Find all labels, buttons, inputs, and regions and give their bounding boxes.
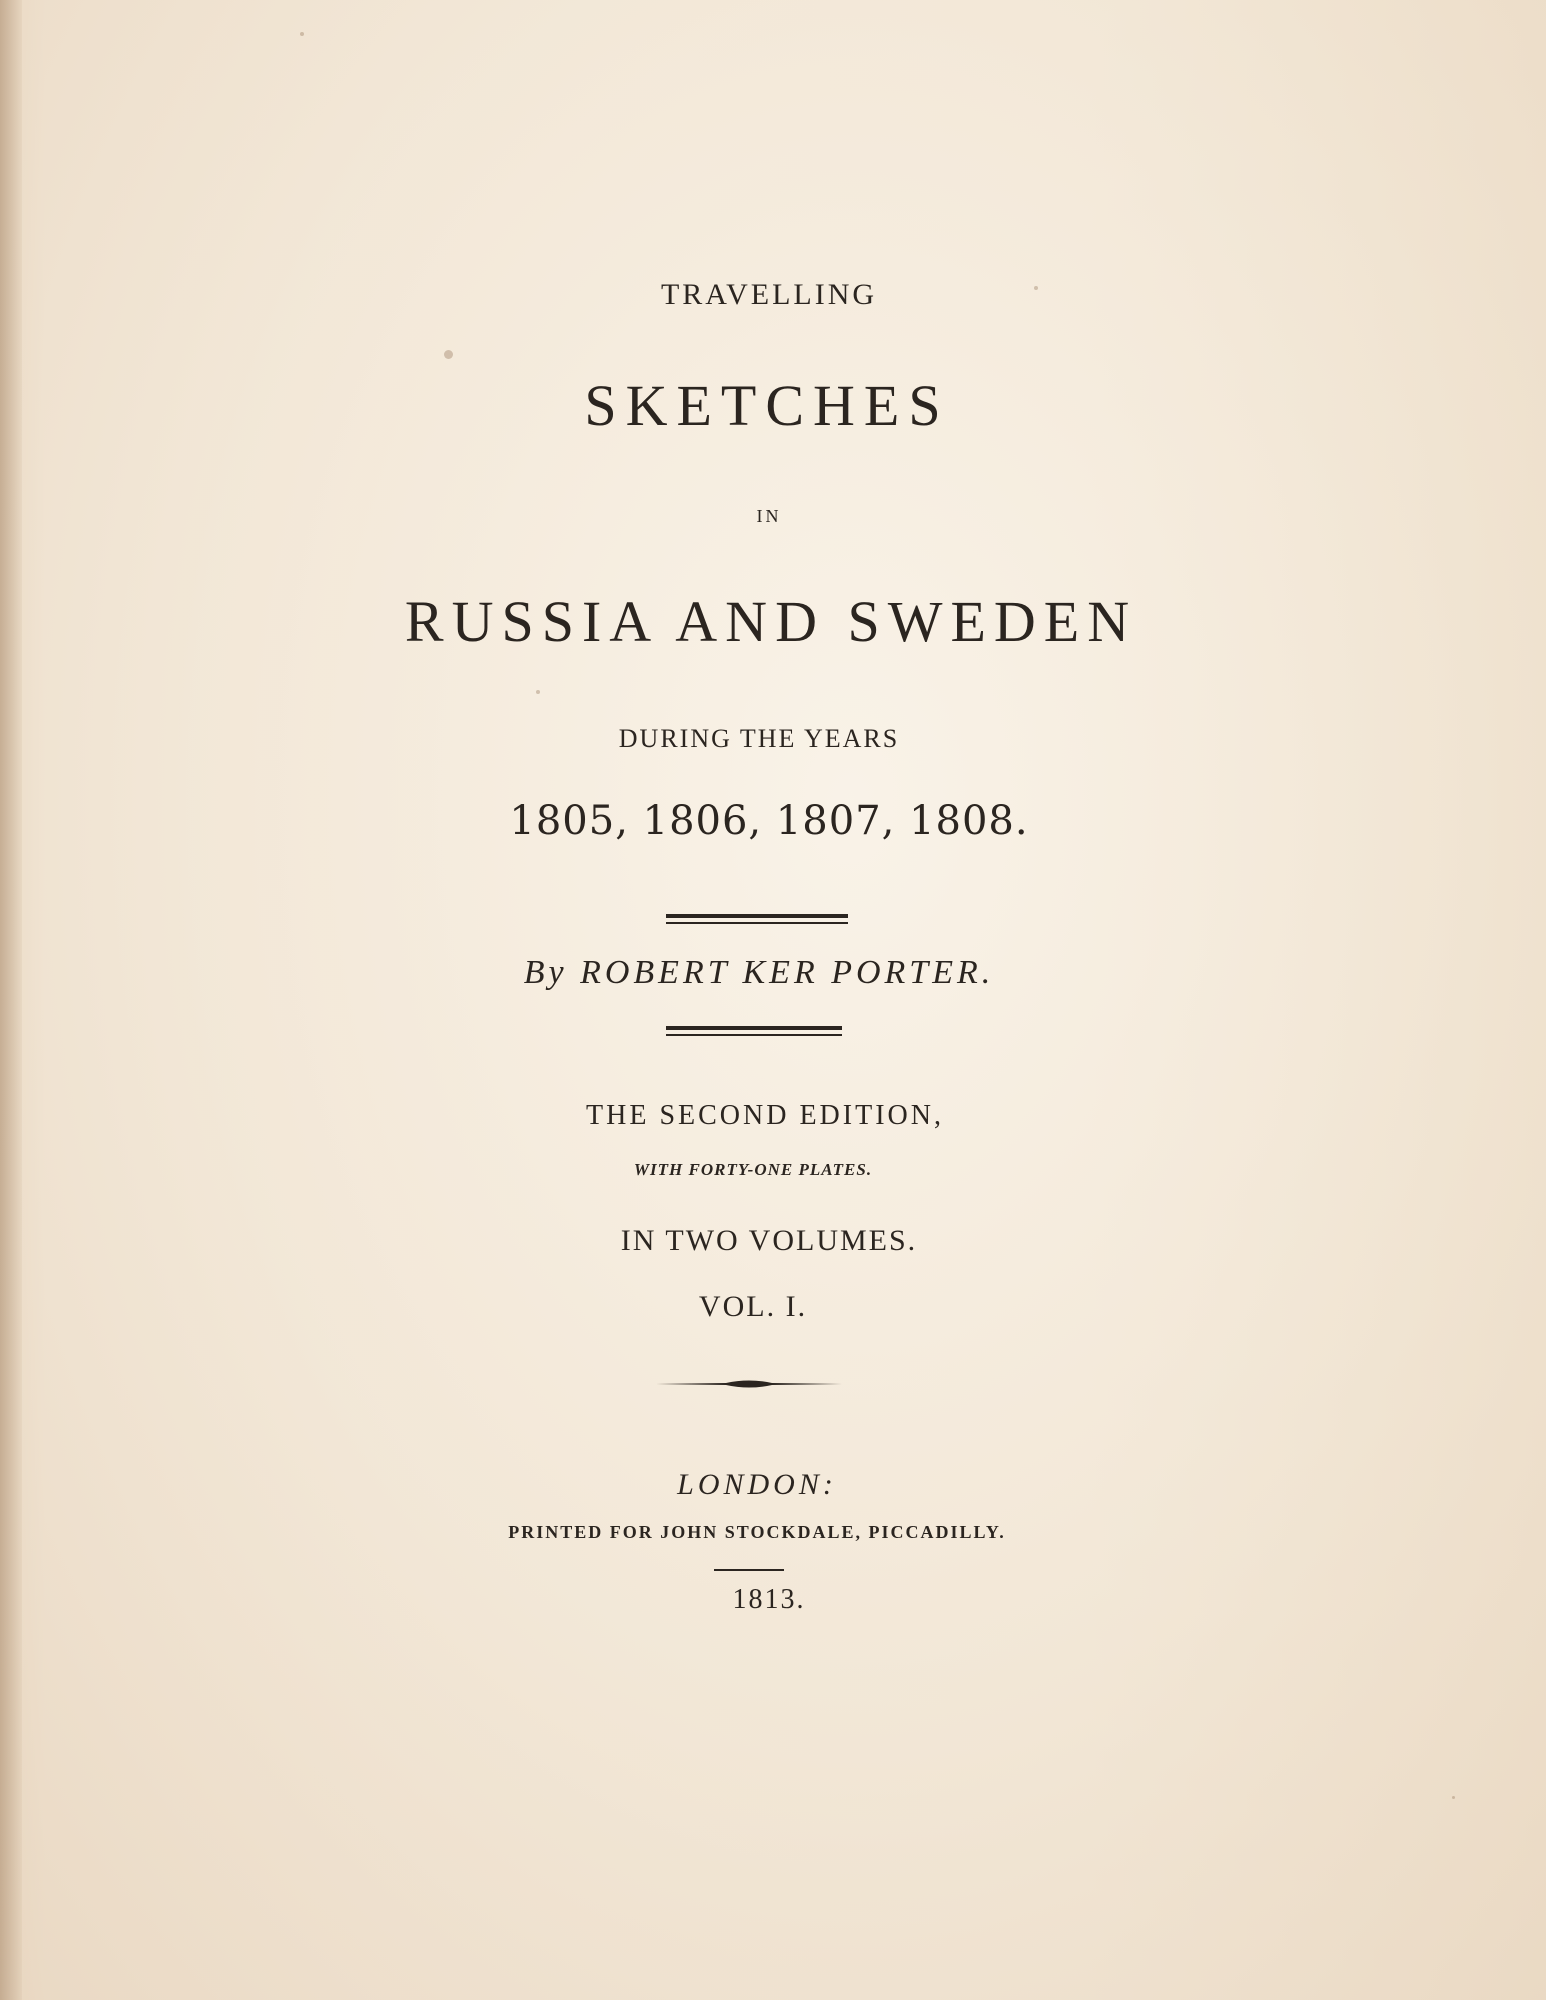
volume-number: VOL. I.: [698, 1290, 808, 1323]
imprint-place: LONDON:: [677, 1468, 837, 1501]
short-rule: [714, 1569, 784, 1571]
double-rule-top: [666, 914, 848, 924]
title-line-russia-sweden: RUSSIA AND SWEDEN: [404, 589, 1138, 654]
volumes-line: IN TWO VOLUMES.: [620, 1224, 918, 1257]
author-line: By ROBERT KER PORTER.: [523, 954, 995, 991]
title-line-travelling: TRAVELLING: [660, 278, 878, 311]
subtitle-during-years: DURING THE YEARS: [618, 724, 900, 753]
edition-line: THE SECOND EDITION,: [586, 1100, 944, 1131]
foxing-spot: [300, 32, 304, 36]
foxing-spot: [444, 350, 453, 359]
subtitle-years: 1805, 1806, 1807, 1808.: [509, 798, 1029, 844]
imprint-printer: PRINTED FOR JOHN STOCKDALE, PICCADILLY.: [508, 1522, 1006, 1542]
foxing-spot: [536, 690, 540, 694]
title-line-in: IN: [756, 506, 782, 526]
imprint-year: 1813.: [732, 1584, 806, 1615]
double-rule-bottom: [666, 1026, 842, 1036]
swelled-rule-ornament: [656, 1378, 842, 1390]
plates-line: WITH FORTY-ONE PLATES.: [633, 1160, 873, 1179]
foxing-spot: [1452, 1796, 1455, 1799]
title-line-sketches: SKETCHES: [584, 373, 950, 438]
